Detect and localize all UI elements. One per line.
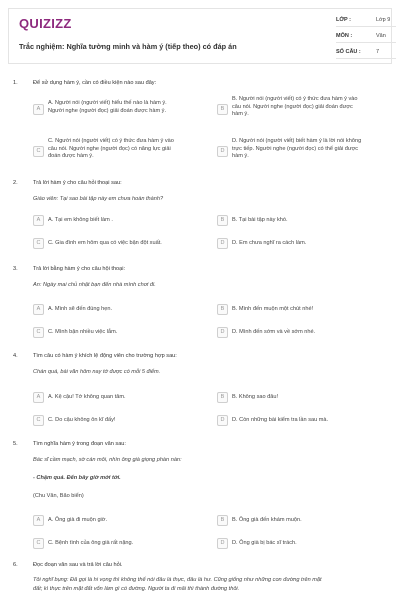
passage-line: Bác sĩ cầm mạch, sờ cán môi, nhìn ông già giọng phàn nàn: [33,457,182,463]
worksheet-title: Trắc nghiệm: Nghĩa tường minh và hàm ý (tiếp theo) có đáp án [19,42,237,51]
option-text: C. Gia đình em hôm qua có việc bận đột xuất. [48,240,162,246]
meta-label: LỚP : [336,17,351,23]
question-number: 5. [13,441,18,447]
option-text [48,100,203,115]
divider [336,42,396,43]
meta-count [336,45,396,59]
question-number: 1. [13,80,18,86]
option-line: C. Người nói (người viết) có ý thức đưa hàm ý vào [48,138,174,144]
option-line: câu nói. Người nghe (người đọc) giải đoán được [232,103,353,110]
divider [336,26,396,27]
option-line: hàm ý. [232,111,249,117]
worksheet-header [8,8,392,64]
meta-grade [336,13,396,27]
option-text: D. Mình đến sớm và về sớm nhé. [232,329,316,335]
dialogue-line: Chán quá, bài văn hôm nay tớ được có mỗi 5 điểm. [33,369,161,375]
option-letter-badge: A [33,515,44,526]
question-text: Tìm nghĩa hàm ý trong đoạn văn sau: [33,441,126,447]
question-number: 2. [13,180,18,186]
option-text: D. Còn những bài kiểm tra lần sau mà. [232,417,329,423]
meta-value: Văn [376,33,386,39]
question-number: 4. [13,353,18,359]
option-letter-badge: C [33,538,44,549]
question-text: Đọc đoạn văn sau và trả lời câu hỏi. [33,562,123,568]
option-text: A. Ông già đi muộn giờ. [48,517,108,523]
option-letter-badge: D [217,327,228,338]
option-text: B. Mình đến muộn một chút nhé! [232,306,314,312]
option-text: B. Ông già đến khám muộn. [232,517,302,523]
option-letter-badge: A [33,304,44,315]
option-text [232,96,387,119]
option-text: B. Tại bài tập này khó. [232,217,288,223]
option-text [48,138,203,161]
quizizz-logo: QUIZIZZ [19,16,72,31]
option-text [232,138,387,161]
divider [336,58,396,59]
option-line: hàm ý. [232,153,249,159]
option-letter-badge: B [217,515,228,526]
option-text: B. Không sao đâu! [232,394,279,400]
option-letter-badge: B [217,392,228,403]
option-line: A. Người nói (người viết) hiểu thế nào là hàm ý. [48,100,167,106]
option-text: A. Mình sẽ đến đúng hẹn. [48,306,113,312]
meta-value: 7 [376,49,380,55]
meta-value: Lớp 9 [376,17,391,23]
option-text: D. Em chưa nghĩ ra cách làm. [232,240,307,246]
option-letter-badge: C [33,327,44,338]
meta-subject [336,29,396,43]
option-line: trực tiếp. Người nghe (người đọc) có thể giải được [232,145,359,152]
passage-quote: - Chậm quá. Đến bây giờ mới tới. [33,475,121,481]
question-number: 6. [13,562,18,568]
question-text: Trả lời hàm ý cho câu hỏi thoại sau: [33,180,122,186]
passage-line: Tôi nghĩ bụng: Đã gọi là hi vọng thì không thể nói đâu là thực, đâu là hư. Cũng giống như những con đường trên mặt [33,577,322,583]
option-text: C. Bệnh tình của ông già rất nặng. [48,540,134,546]
option-text: A. Tại em không biết làm . [48,217,113,223]
dialogue-line: An: Ngày mai chủ nhật bạn đến nhà mình chơi đi. [33,282,156,288]
question-text: Để sử dụng hàm ý, cần có điều kiện nào sau đây: [33,80,157,86]
meta-label: SỐ CÂU : [336,49,361,55]
meta-label: MÔN : [336,33,353,39]
option-letter-badge: B [217,304,228,315]
option-line: B. Người nói (người viết) có ý thức đưa hàm ý vào [232,96,358,102]
option-letter-badge: C [33,238,44,249]
question-text: Trả lời bằng hàm ý cho câu hội thoại: [33,266,126,272]
option-text: D. Ông già bị bác sĩ trách. [232,540,297,546]
option-letter-badge: C [33,146,44,157]
passage-source: (Chu Văn, Bão biển) [33,493,84,499]
passage-line: đất; kì thực trên mặt đất vốn làm gì có đường. Người ta đi mãi thì thành đường thôi. [33,586,240,592]
option-letter-badge: A [33,392,44,403]
option-letter-badge: D [217,415,228,426]
option-line: Người nghe (người đọc) giải đoán được hàm ý. [48,107,167,114]
option-line: đoán được hàm ý. [48,153,94,159]
option-text: A. Kệ cậu! Tớ không quan tâm. [48,394,126,400]
option-letter-badge: A [33,104,44,115]
option-text: C. Mình bận nhiều việc lắm. [48,329,118,335]
option-letter-badge: B [217,104,228,115]
dialogue-line: Giáo viên: Tại sao bài tập này em chưa hoàn thành? [33,196,164,202]
option-line: câu nói. Người nghe (người đọc) có năng lực giải [48,145,171,152]
option-letter-badge: D [217,538,228,549]
option-letter-badge: C [33,415,44,426]
option-letter-badge: A [33,215,44,226]
option-letter-badge: B [217,215,228,226]
option-letter-badge: D [217,146,228,157]
option-letter-badge: D [217,238,228,249]
question-text: Tìm câu có hàm ý khích lệ động viên cho trường hợp sau: [33,353,177,359]
option-line: D. Người nói (người viết) biết hàm ý là lời nói không [232,138,362,144]
option-text: C. Do cậu không ôn kĩ đấy! [48,417,116,423]
question-number: 3. [13,266,18,272]
